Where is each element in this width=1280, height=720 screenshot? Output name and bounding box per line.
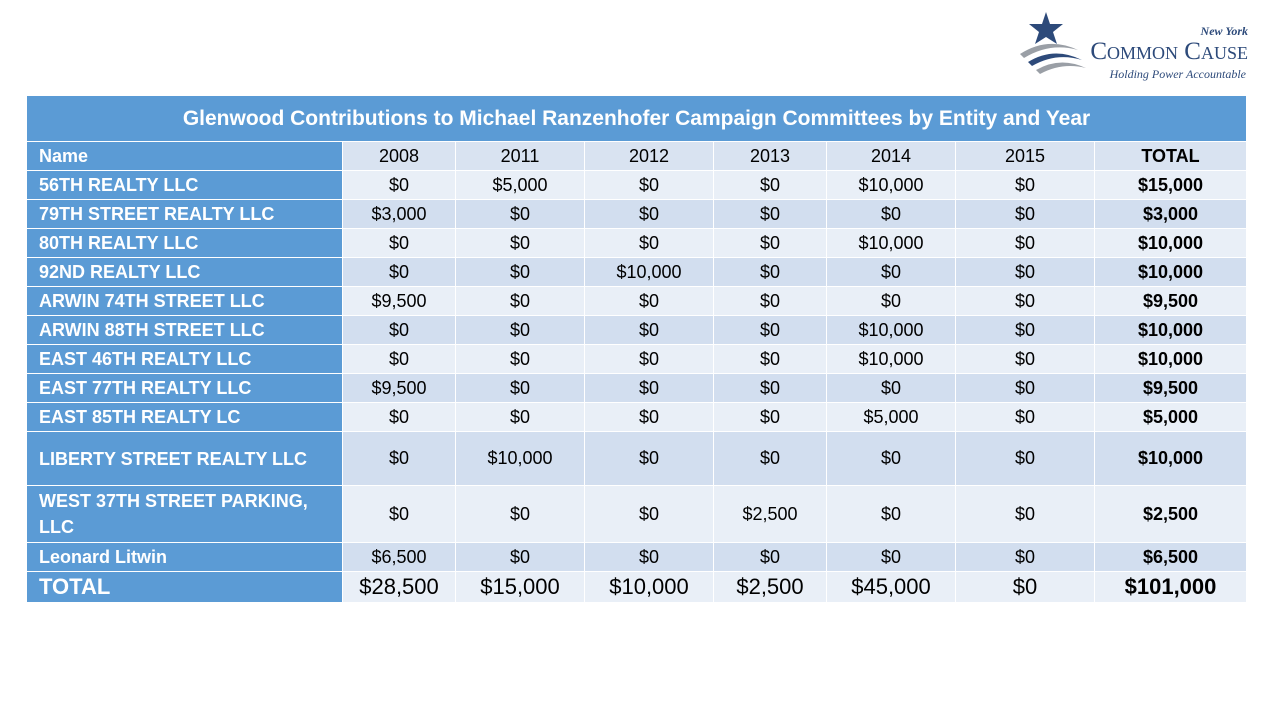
contributions-table	[26, 95, 1247, 603]
contribution-cell: $0	[827, 200, 956, 229]
entity-name-cell: Leonard Litwin	[27, 543, 343, 572]
year-total-cell: $0	[956, 572, 1095, 603]
contribution-cell: $5,000	[827, 403, 956, 432]
entity-name-cell: 80TH REALTY LLC	[27, 229, 343, 258]
logo-tagline: Holding Power Accountable	[1109, 67, 1246, 81]
star-swoosh-icon	[1018, 10, 1088, 76]
contribution-cell: $0	[585, 345, 714, 374]
contribution-cell: $0	[956, 432, 1095, 486]
contribution-cell: $0	[956, 543, 1095, 572]
contributions-table-container	[26, 95, 1246, 603]
contribution-cell: $0	[456, 200, 585, 229]
contribution-cell: $0	[714, 200, 827, 229]
table-row	[27, 287, 1247, 316]
contribution-cell: $10,000	[827, 345, 956, 374]
contribution-cell: $0	[343, 403, 456, 432]
contribution-cell: $0	[714, 287, 827, 316]
contribution-cell: $0	[456, 345, 585, 374]
column-header-year: 2013	[714, 142, 827, 171]
contribution-cell: $0	[343, 345, 456, 374]
table-row	[27, 200, 1247, 229]
column-header-total: TOTAL	[1095, 142, 1247, 171]
contribution-cell: $2,500	[714, 486, 827, 543]
table-body	[27, 171, 1247, 603]
table-row	[27, 374, 1247, 403]
contribution-cell: $0	[714, 258, 827, 287]
grand-total-cell: $101,000	[1095, 572, 1247, 603]
row-total-cell: $5,000	[1095, 403, 1247, 432]
contribution-cell: $0	[956, 486, 1095, 543]
contribution-cell: $6,500	[343, 543, 456, 572]
row-total-cell: $10,000	[1095, 432, 1247, 486]
contribution-cell: $0	[956, 403, 1095, 432]
contribution-cell: $0	[456, 258, 585, 287]
contribution-cell: $3,000	[343, 200, 456, 229]
contribution-cell: $0	[343, 171, 456, 200]
contribution-cell: $0	[456, 374, 585, 403]
contribution-cell: $0	[827, 432, 956, 486]
column-header-year: 2015	[956, 142, 1095, 171]
logo-region: New York	[1200, 24, 1248, 38]
contribution-cell: $0	[585, 432, 714, 486]
contribution-cell: $0	[714, 229, 827, 258]
contribution-cell: $0	[343, 486, 456, 543]
contribution-cell: $0	[827, 543, 956, 572]
table-row	[27, 543, 1247, 572]
totals-row	[27, 572, 1247, 603]
contribution-cell: $0	[714, 432, 827, 486]
contribution-cell: $0	[456, 316, 585, 345]
table-row	[27, 432, 1247, 486]
contribution-cell: $0	[714, 171, 827, 200]
contribution-cell: $0	[956, 316, 1095, 345]
row-total-cell: $9,500	[1095, 287, 1247, 316]
entity-name-cell: ARWIN 88TH STREET LLC	[27, 316, 343, 345]
contribution-cell: $0	[956, 374, 1095, 403]
contribution-cell: $0	[714, 374, 827, 403]
contribution-cell: $0	[585, 486, 714, 543]
year-total-cell: $15,000	[456, 572, 585, 603]
contribution-cell: $9,500	[343, 287, 456, 316]
year-total-cell: $28,500	[343, 572, 456, 603]
table-row	[27, 403, 1247, 432]
row-total-cell: $10,000	[1095, 316, 1247, 345]
contribution-cell: $0	[456, 229, 585, 258]
entity-name-cell: 56TH REALTY LLC	[27, 171, 343, 200]
table-row	[27, 345, 1247, 374]
column-header-year: 2008	[343, 142, 456, 171]
contribution-cell: $0	[343, 432, 456, 486]
common-cause-logo	[1018, 10, 1250, 86]
contribution-cell: $10,000	[585, 258, 714, 287]
contribution-cell: $0	[827, 258, 956, 287]
contribution-cell: $0	[456, 543, 585, 572]
entity-name-cell: LIBERTY STREET REALTY LLC	[27, 432, 343, 486]
contribution-cell: $0	[456, 403, 585, 432]
contribution-cell: $0	[714, 316, 827, 345]
contribution-cell: $0	[714, 345, 827, 374]
contribution-cell: $10,000	[827, 171, 956, 200]
contribution-cell: $0	[956, 287, 1095, 316]
column-header-row	[27, 142, 1247, 171]
row-total-cell: $2,500	[1095, 486, 1247, 543]
entity-name-cell: ARWIN 74TH STREET LLC	[27, 287, 343, 316]
contribution-cell: $0	[827, 287, 956, 316]
table-title: Glenwood Contributions to Michael Ranzenhofer Campaign Committees by Entity and Year	[27, 96, 1247, 142]
contribution-cell: $0	[585, 316, 714, 345]
entity-name-cell: 79TH STREET REALTY LLC	[27, 200, 343, 229]
contribution-cell: $0	[956, 258, 1095, 287]
contribution-cell: $10,000	[827, 316, 956, 345]
year-total-cell: $45,000	[827, 572, 956, 603]
contribution-cell: $0	[827, 486, 956, 543]
contribution-cell: $9,500	[343, 374, 456, 403]
contribution-cell: $0	[343, 229, 456, 258]
contribution-cell: $0	[585, 200, 714, 229]
contribution-cell: $0	[456, 486, 585, 543]
contribution-cell: $0	[956, 229, 1095, 258]
contribution-cell: $5,000	[456, 171, 585, 200]
table-row	[27, 171, 1247, 200]
contribution-cell: $0	[956, 200, 1095, 229]
contribution-cell: $0	[585, 171, 714, 200]
contribution-cell: $0	[585, 374, 714, 403]
year-total-cell: $2,500	[714, 572, 827, 603]
row-total-cell: $10,000	[1095, 229, 1247, 258]
contribution-cell: $0	[343, 258, 456, 287]
contribution-cell: $0	[585, 403, 714, 432]
contribution-cell: $0	[456, 287, 585, 316]
column-header-year: 2014	[827, 142, 956, 171]
totals-label-cell: TOTAL	[27, 572, 343, 603]
contribution-cell: $0	[956, 345, 1095, 374]
logo-name: Common Cause	[1090, 38, 1248, 65]
column-header-name: Name	[27, 142, 343, 171]
contribution-cell: $0	[714, 403, 827, 432]
entity-name-cell: EAST 46TH REALTY LLC	[27, 345, 343, 374]
entity-name-cell: EAST 77TH REALTY LLC	[27, 374, 343, 403]
row-total-cell: $9,500	[1095, 374, 1247, 403]
table-row	[27, 258, 1247, 287]
contribution-cell: $0	[956, 171, 1095, 200]
contribution-cell: $0	[585, 287, 714, 316]
row-total-cell: $6,500	[1095, 543, 1247, 572]
column-header-year: 2012	[585, 142, 714, 171]
contribution-cell: $0	[827, 374, 956, 403]
contribution-cell: $0	[585, 543, 714, 572]
entity-name-cell: EAST 85TH REALTY LC	[27, 403, 343, 432]
entity-name-cell: 92ND REALTY LLC	[27, 258, 343, 287]
contribution-cell: $10,000	[827, 229, 956, 258]
row-total-cell: $10,000	[1095, 258, 1247, 287]
table-row	[27, 486, 1247, 543]
row-total-cell: $3,000	[1095, 200, 1247, 229]
table-row	[27, 316, 1247, 345]
contribution-cell: $10,000	[456, 432, 585, 486]
entity-name-cell: WEST 37TH STREET PARKING, LLC	[27, 486, 343, 543]
row-total-cell: $15,000	[1095, 171, 1247, 200]
contribution-cell: $0	[343, 316, 456, 345]
column-header-year: 2011	[456, 142, 585, 171]
contribution-cell: $0	[585, 229, 714, 258]
year-total-cell: $10,000	[585, 572, 714, 603]
table-row	[27, 229, 1247, 258]
contribution-cell: $0	[714, 543, 827, 572]
row-total-cell: $10,000	[1095, 345, 1247, 374]
